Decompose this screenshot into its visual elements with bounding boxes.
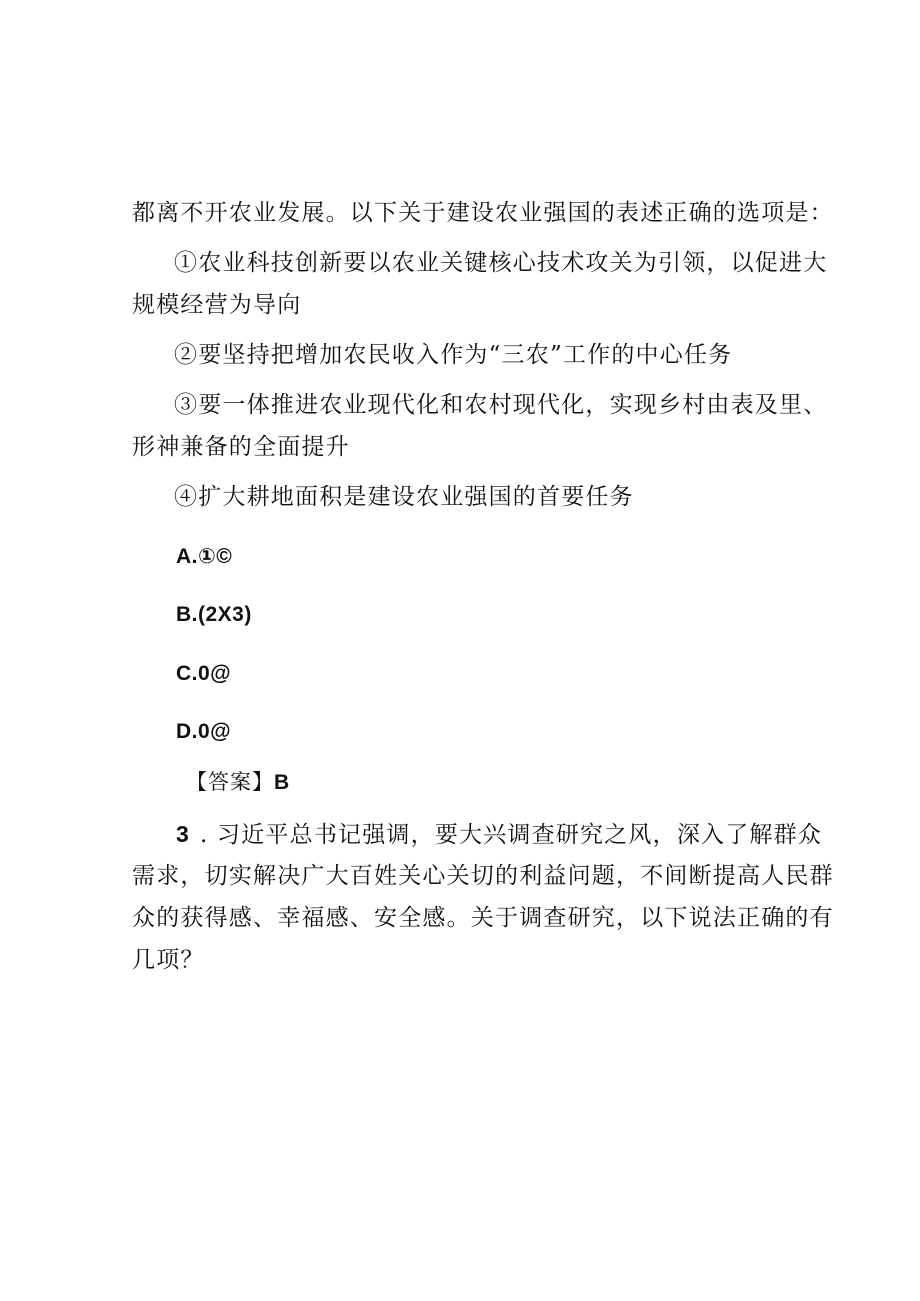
statement-1-line-2: 规模经营为导向 — [132, 292, 302, 318]
answer-label: 【答案】 — [186, 770, 274, 794]
answer-line — [186, 768, 289, 797]
statement-4: ④扩大耕地面积是建设农业强国的首要任务 — [174, 484, 634, 510]
statement-2: ②要坚持把增加农民收入作为“三农”工作的中心任务 — [174, 342, 733, 368]
option-a: A.①© — [176, 545, 233, 568]
statement-1-line-1: ①农业科技创新要以农业关键核心技术攻关为引领，以促进大 — [174, 250, 828, 276]
question-3-line-4: 几项？ — [132, 947, 205, 973]
statement-3-line-1: ③要一体推进农业现代化和农村现代化，实现乡村由表及里、 — [174, 392, 828, 418]
answer-value: B — [274, 771, 290, 794]
statement-3-line-2: 形神兼备的全面提升 — [132, 434, 350, 460]
option-d: D.0@ — [176, 720, 232, 743]
question-3-line-1-text: . 习近平总书记强调，要大兴调查研究之风，深入了解群众 — [200, 822, 823, 848]
option-c: C.0@ — [176, 662, 232, 685]
option-b: B.(2X3) — [176, 603, 252, 626]
question-3-line-3: 众的获得感、幸福感、安全感。关于调查研究，以下说法正确的有 — [132, 905, 834, 931]
question-3-line-2: 需求，切实解决广大百姓关心关切的利益问题，不间断提高人民群 — [132, 863, 834, 889]
question-3-line-1 — [176, 820, 822, 849]
question-stem-tail: 都离不开农业发展。以下关于建设农业强国的表述正确的选项是： — [132, 200, 834, 226]
question-3-number: 3 — [176, 821, 190, 847]
